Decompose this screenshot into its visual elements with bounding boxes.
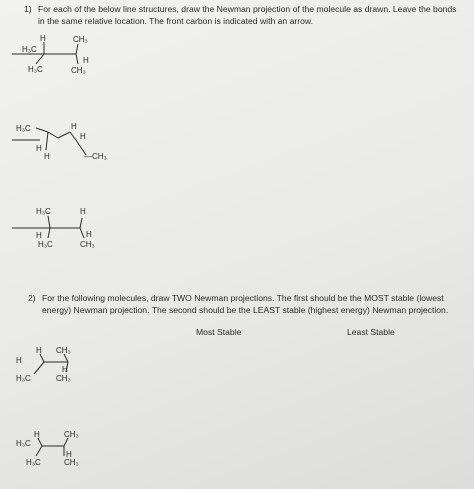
bond xyxy=(34,362,44,374)
molecule-3 xyxy=(12,207,95,249)
bond xyxy=(58,132,70,138)
bond xyxy=(38,438,42,446)
atom-label: H₃C xyxy=(26,458,41,467)
question-2-line-1: For the following molecules, draw TWO Newman projections. The first should be the MOST stable (lowest xyxy=(42,293,444,303)
atom-label: H₃C xyxy=(16,124,31,133)
atom-label: H₃C xyxy=(28,65,43,74)
molecule-1 xyxy=(12,34,89,75)
atom-label: H₃C xyxy=(16,439,31,448)
bond xyxy=(64,354,68,362)
atom-label: H xyxy=(80,207,86,216)
atom-label: CH₃ xyxy=(71,66,86,75)
atom-label: CH₃ xyxy=(56,346,71,355)
question-1-number: 1) xyxy=(24,4,32,14)
bond xyxy=(76,44,78,54)
bond xyxy=(80,218,82,228)
atom-label: H xyxy=(83,56,89,65)
question-2-number: 2) xyxy=(28,293,36,303)
atom-label: H₃C xyxy=(22,45,37,54)
bond xyxy=(40,354,44,362)
bond xyxy=(48,132,58,138)
atom-label: H xyxy=(34,430,40,439)
atom-label: H xyxy=(80,132,86,141)
atom-label: H₃C xyxy=(38,240,53,249)
bond xyxy=(64,438,68,446)
atom-label: H xyxy=(40,34,46,43)
bond xyxy=(70,132,76,140)
bond xyxy=(48,228,50,238)
bond xyxy=(76,54,78,64)
atom-label: H xyxy=(66,450,72,459)
atom-label: H xyxy=(36,231,42,240)
atom-label: H₃C xyxy=(16,374,31,383)
bond xyxy=(36,54,44,64)
atom-label: CH₃ xyxy=(56,374,71,383)
atom-label: H₃C xyxy=(36,207,51,216)
question-2-line-2: energy) Newman projection. The second should be the LEAST stable (highest energy) Newman projection. xyxy=(42,305,449,315)
atom-label: CH₃ xyxy=(73,35,88,44)
least-stable-header: Least Stable xyxy=(347,327,395,337)
most-stable-header: Most Stable xyxy=(196,327,242,337)
atom-label: H xyxy=(86,230,92,239)
question-1-line-1: For each of the below line structures, draw the Newman projection of the molecule as drawn. Leave the bonds xyxy=(38,4,457,14)
molecule-5 xyxy=(16,430,79,467)
atom-label: CH₃ xyxy=(64,458,79,467)
bond xyxy=(36,128,48,132)
question-1-line-2: in the same relative location. The front carbon is indicated with an arrow. xyxy=(38,16,313,26)
atom-label: H xyxy=(71,122,77,131)
atom-label: CH₃ xyxy=(64,430,79,439)
atom-label: H xyxy=(36,346,42,355)
atom-label: H xyxy=(44,152,50,161)
atom-label: H xyxy=(36,144,42,153)
bond xyxy=(46,132,48,150)
bond xyxy=(36,446,42,456)
molecule-4 xyxy=(16,346,71,383)
atom-label: —CH₃ xyxy=(84,152,107,161)
bond xyxy=(80,228,84,238)
molecule-2 xyxy=(12,122,107,161)
atom-label: H xyxy=(16,356,22,365)
atom-label: H xyxy=(62,365,68,374)
bond xyxy=(48,216,50,228)
atom-label: CH₃ xyxy=(80,240,95,249)
